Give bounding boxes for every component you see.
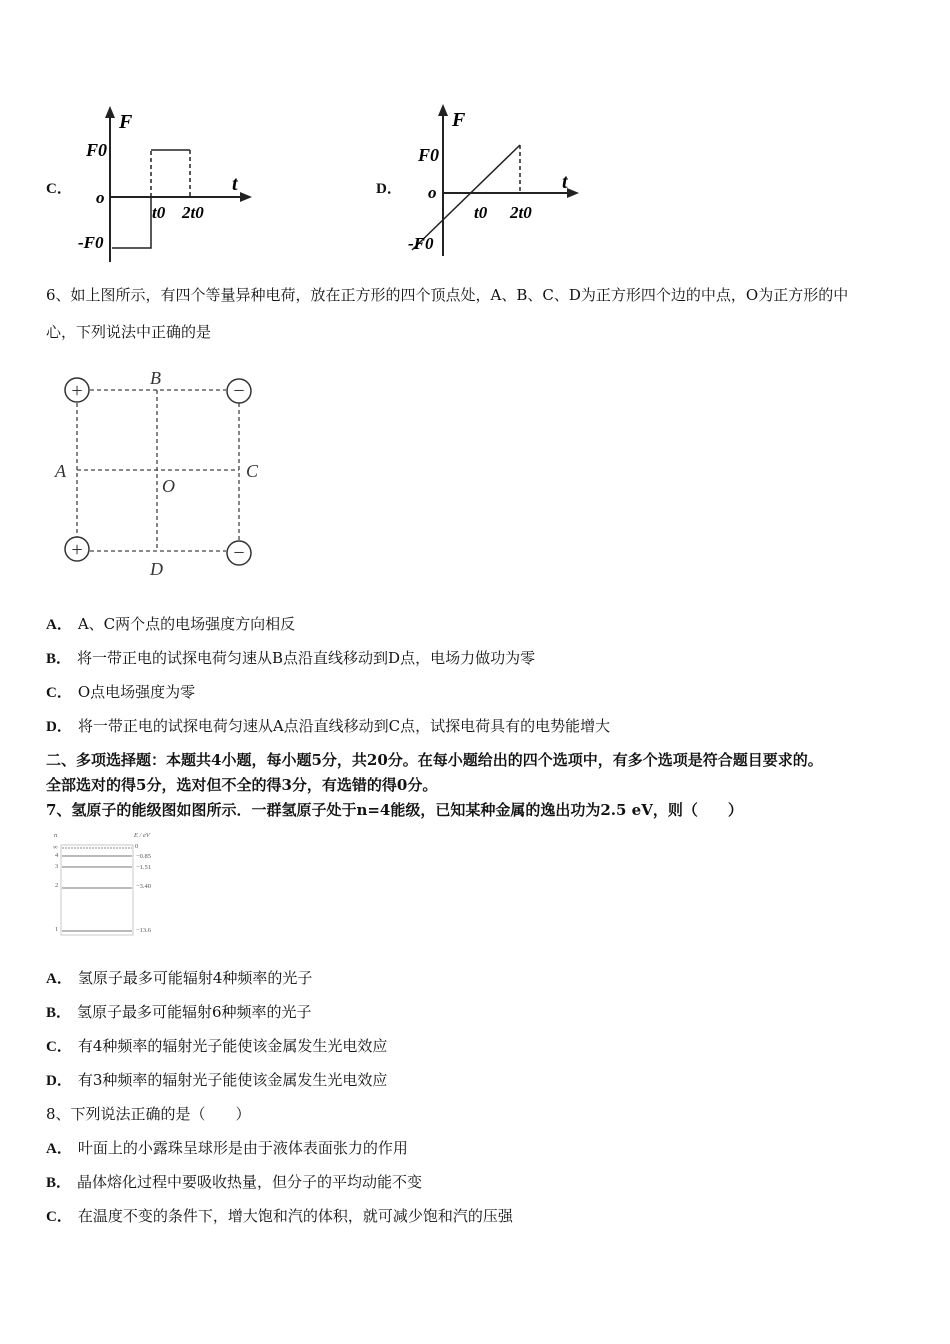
q7-option-d: D． 有3种频率的辐射光子能使该金属发生光电效应 bbox=[46, 1071, 388, 1089]
q8-stem: 8、下列说法正确的是（ ） bbox=[46, 1105, 251, 1123]
minus-charge: − bbox=[233, 380, 245, 402]
q7-stem: 7、氢原子的能级图如图所示．一群氢原子处于n=4能级，已知某种金属的逸出功为2.5 eV，则（ ） bbox=[46, 801, 743, 819]
q6-option-d: D． 将一带正电的试探电荷匀速从A点沿直线移动到C点，试探电荷具有的电势能增大 bbox=[46, 717, 611, 735]
point-a: A bbox=[55, 461, 66, 481]
point-o: O bbox=[162, 476, 175, 496]
svg-text:1: 1 bbox=[55, 926, 59, 933]
q8-option-a: A． 叶面上的小露珠呈球形是由于液体表面张力的作用 bbox=[46, 1139, 408, 1157]
q6-stem-line1: 6、如上图所示，有四个等量异种电荷，放在正方形的四个顶点处，A、B、C、D为正方形四个边的中点，O为正方形的中 bbox=[46, 286, 849, 304]
q6-option-a: A． A、C两个点的电场强度方向相反 bbox=[46, 615, 296, 633]
svg-text:−0.85: −0.85 bbox=[136, 853, 152, 860]
q6-option-c: C． O点电场强度为零 bbox=[46, 683, 196, 701]
axis-f-label: F bbox=[119, 111, 133, 133]
q7-option-c: C． 有4种频率的辐射光子能使该金属发生光电效应 bbox=[46, 1037, 388, 1055]
q6-option-b: B． 将一带正电的试探电荷匀速从B点沿直线移动到D点，电场力做功为零 bbox=[46, 649, 536, 667]
f0-label: F0 bbox=[418, 145, 440, 165]
2t0-label: 2t0 bbox=[182, 203, 204, 222]
t0-label: t0 bbox=[152, 203, 166, 222]
q7-option-b: B． 氢原子最多可能辐射6种频率的光子 bbox=[46, 1003, 312, 1021]
option-d-letter: D． bbox=[376, 181, 402, 197]
section2-line1: 二、多项选择题：本题共4小题，每小题5分，共20分。在每小题给出的四个选项中，有多个选项是符合题目要求的。 bbox=[46, 751, 823, 769]
t0-label: t0 bbox=[474, 203, 488, 222]
f0-label: F0 bbox=[86, 140, 108, 160]
plus-charge: + bbox=[71, 380, 83, 402]
axis-f-label: F bbox=[452, 109, 466, 131]
svg-text:∞: ∞ bbox=[53, 844, 58, 851]
q7-option-a: A． 氢原子最多可能辐射4种频率的光子 bbox=[46, 969, 313, 987]
svg-text:−13.6: −13.6 bbox=[136, 927, 152, 934]
origin-label: o bbox=[428, 183, 437, 202]
svg-text:−1.51: −1.51 bbox=[136, 864, 152, 871]
point-b: B bbox=[150, 368, 161, 388]
svg-text:n: n bbox=[54, 832, 58, 839]
section2-line2: 全部选对的得5分，选对但不全的得3分，有选错的得0分。 bbox=[46, 776, 438, 794]
2t0-label: 2t0 bbox=[510, 203, 532, 222]
plus-charge: + bbox=[71, 539, 83, 561]
point-d: D bbox=[150, 559, 163, 579]
svg-text:4: 4 bbox=[55, 852, 59, 859]
origin-label: o bbox=[96, 188, 105, 207]
neg-f0-label: -F0 bbox=[408, 234, 434, 253]
energy-level-diagram bbox=[0, 0, 200, 950]
minus-charge: − bbox=[233, 542, 245, 564]
q8-option-b: B． 晶体熔化过程中要吸收热量，但分子的平均动能不变 bbox=[46, 1173, 423, 1191]
svg-text:E / eV: E / eV bbox=[134, 832, 150, 839]
point-c: C bbox=[246, 461, 259, 481]
axis-t-label: t bbox=[562, 171, 568, 193]
svg-text:3: 3 bbox=[55, 863, 59, 870]
axis-t-label: t bbox=[232, 173, 238, 195]
svg-text:0: 0 bbox=[135, 843, 139, 850]
q6-stem-line2: 心，下列说法中正确的是 bbox=[46, 323, 212, 341]
svg-text:−3.40: −3.40 bbox=[136, 883, 152, 890]
svg-text:2: 2 bbox=[55, 882, 59, 889]
neg-f0-label: -F0 bbox=[78, 233, 104, 252]
option-c-letter: C． bbox=[46, 181, 72, 197]
q8-option-c: C． 在温度不变的条件下，增大饱和汽的体积，就可减少饱和汽的压强 bbox=[46, 1207, 513, 1225]
